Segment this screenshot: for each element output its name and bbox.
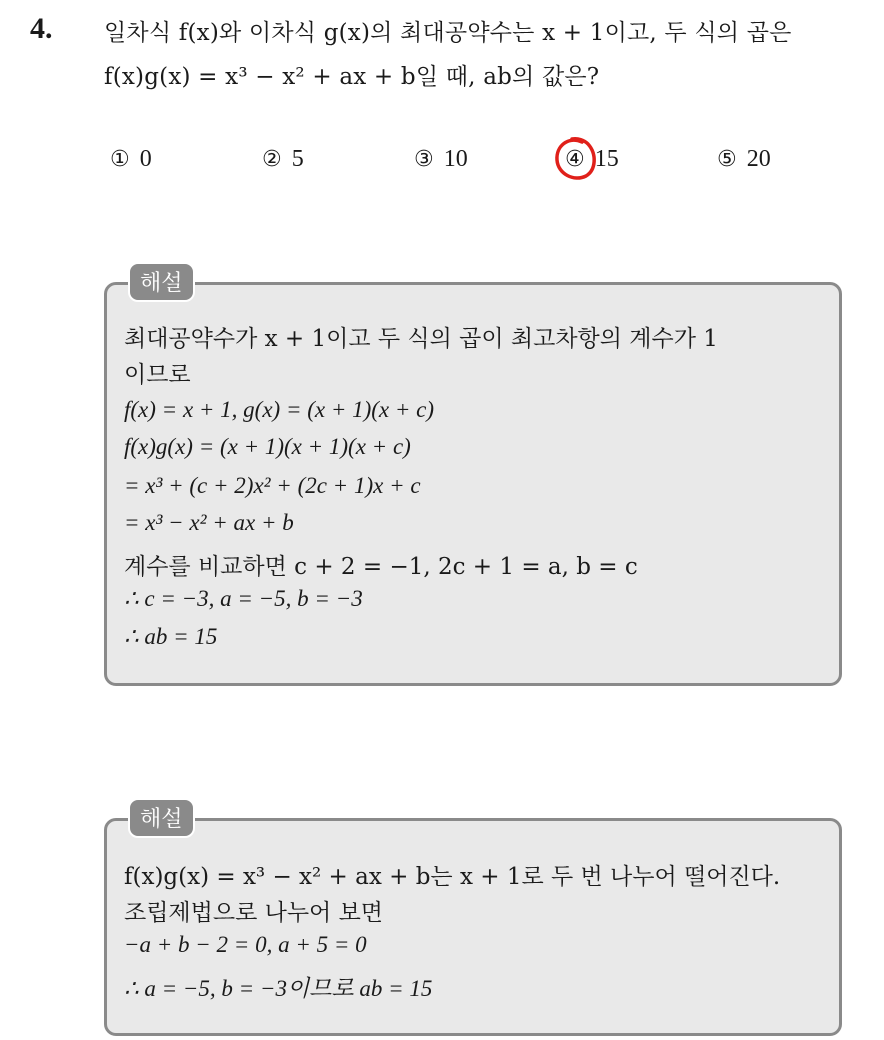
choice-3[interactable] bbox=[414, 146, 468, 173]
solution-2-line-3: −a + b − 2 = 0, a + 5 = 0 bbox=[124, 932, 367, 957]
choice-2-value: 5 bbox=[291, 146, 304, 172]
solution-1-line-2: 이므로 bbox=[124, 362, 191, 388]
choice-4-mark: ④ bbox=[565, 147, 585, 172]
solution-tag-2: 해설 bbox=[128, 798, 195, 838]
choice-5-value: 20 bbox=[746, 146, 771, 172]
solution-1-line-5: = x³ + (c + 2)x² + (2c + 1)x + c bbox=[124, 473, 421, 498]
choice-2[interactable] bbox=[262, 146, 304, 173]
choice-1-value: 0 bbox=[139, 146, 152, 172]
solution-1-line-9: ∴ ab = 15 bbox=[124, 624, 218, 649]
solution-2-line-4: ∴ a = −5, b = −3이므로 ab = 15 bbox=[124, 976, 433, 1001]
choice-3-mark: ③ bbox=[414, 147, 434, 172]
solution-1-line-4: f(x)g(x) = (x + 1)(x + 1)(x + c) bbox=[124, 434, 411, 459]
choice-2-mark: ② bbox=[262, 147, 282, 172]
solution-1-line-3: f(x) = x + 1, g(x) = (x + 1)(x + c) bbox=[124, 397, 435, 422]
solution-2-line-2: 조립제법으로 나누어 보면 bbox=[124, 900, 384, 926]
solution-1-line-7: 계수를 비교하면 c + 2 = −1, 2c + 1 = a, b = c bbox=[124, 554, 638, 580]
choice-4-value: 15 bbox=[594, 146, 619, 172]
choice-4[interactable] bbox=[565, 146, 619, 173]
question-number: 4. bbox=[30, 12, 53, 45]
question-line-1: 일차식 f(x)와 이차식 g(x)의 최대공약수는 x + 1이고, 두 식의 곱은 bbox=[104, 20, 792, 46]
solution-1-line-1: 최대공약수가 x + 1이고 두 식의 곱이 최고차항의 계수가 1 bbox=[124, 326, 718, 352]
solution-tag-1: 해설 bbox=[128, 262, 195, 302]
solution-box-2 bbox=[104, 818, 842, 1036]
solution-1-line-8: ∴ c = −3, a = −5, b = −3 bbox=[124, 586, 363, 611]
solution-2-line-1: f(x)g(x) = x³ − x² + ax + b는 x + 1로 두 번 나누어 떨어진다. bbox=[124, 864, 781, 890]
choice-1[interactable] bbox=[110, 146, 152, 173]
question-line-2: f(x)g(x) = x³ − x² + ax + b일 때, ab의 값은? bbox=[104, 64, 600, 90]
answer-choices bbox=[0, 142, 884, 182]
choice-1-mark: ① bbox=[110, 147, 130, 172]
choice-3-value: 10 bbox=[443, 146, 468, 172]
solution-1-line-6: = x³ − x² + ax + b bbox=[124, 510, 294, 535]
choice-5-mark: ⑤ bbox=[717, 147, 737, 172]
choice-5[interactable] bbox=[717, 146, 771, 173]
